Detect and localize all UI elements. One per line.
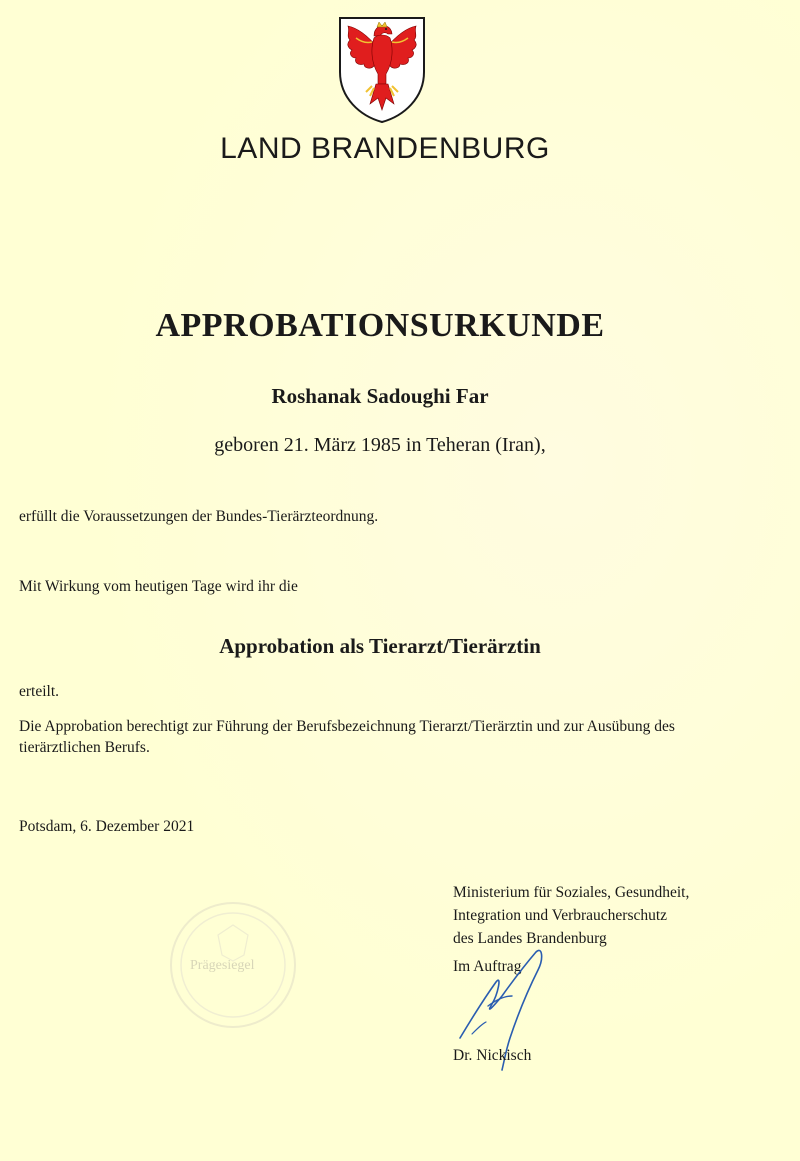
place-date: Potsdam, 6. Dezember 2021 xyxy=(19,818,195,835)
effect-line: Mit Wirkung vom heutigen Tage wird ihr die xyxy=(19,578,298,595)
state-name: LAND BRANDENBURG xyxy=(220,132,550,165)
on-behalf-label: Im Auftrag xyxy=(453,958,522,975)
ministry-line: Ministerium für Soziales, Gesundheit, xyxy=(453,884,690,901)
brandenburg-eagle-icon xyxy=(334,14,430,126)
holder-name: Roshanak Sadoughi Far xyxy=(271,384,489,408)
ministry-line: Integration und Verbraucherschutz xyxy=(453,907,668,924)
certificate-title: APPROBATIONSURKUNDE xyxy=(155,307,605,344)
grant-title: Approbation als Tierarzt/Tierärztin xyxy=(219,634,541,658)
signatory-name: Dr. Nickisch xyxy=(453,1047,532,1064)
granted-word: erteilt. xyxy=(19,683,60,700)
ministry-line: des Landes Brandenburg xyxy=(453,930,607,947)
seal-label: Prägesiegel xyxy=(190,958,255,973)
birth-line: geboren 21. März 1985 in Teheran (Iran), xyxy=(214,434,546,456)
entitlement-paragraph: Die Approbation berechtigt zur Führung der Berufsbezeichnung Tierarzt/Tierärztin und zur Ausübung des tierärztlichen Berufs. xyxy=(19,718,675,756)
requirement-line: erfüllt die Voraussetzungen der Bundes-Tierärzteordnung. xyxy=(19,508,379,525)
